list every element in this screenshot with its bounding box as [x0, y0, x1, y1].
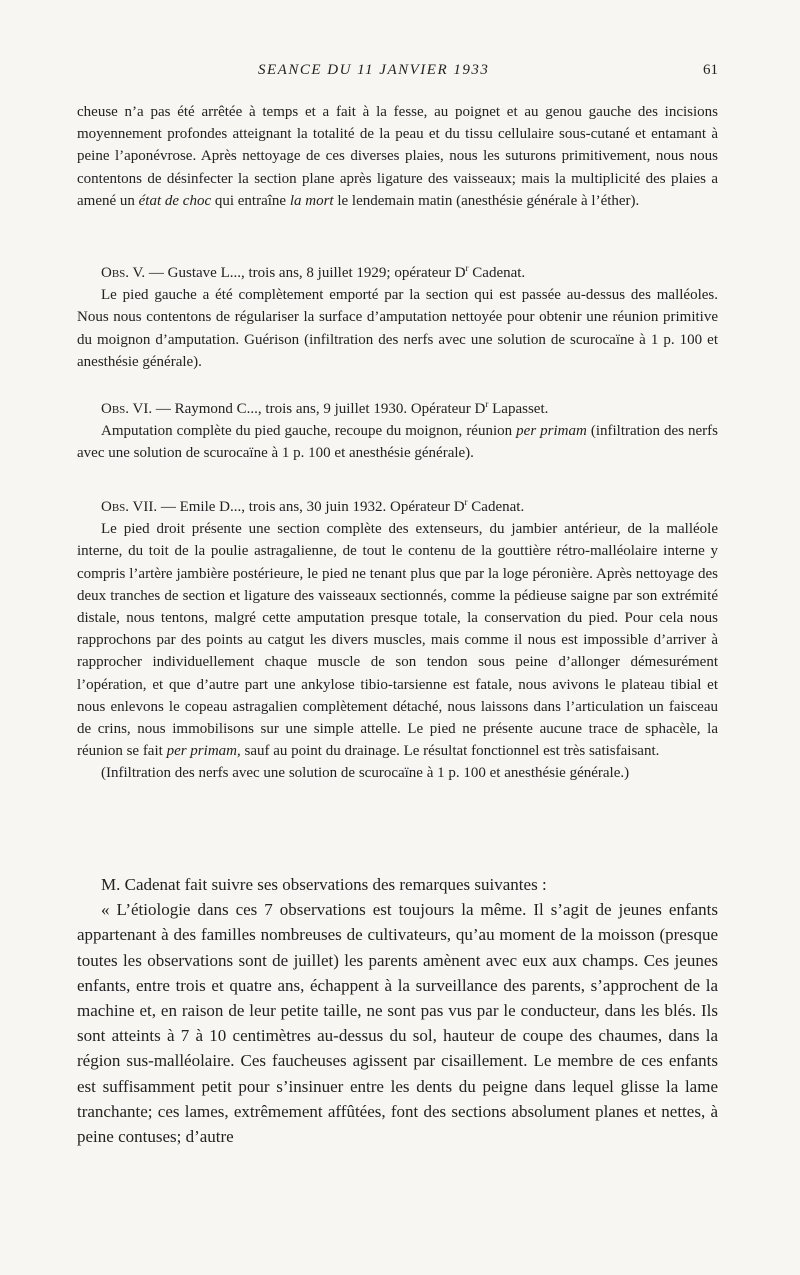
obs5-body: Le pied gauche a été complètement emporté par la section qui est passée au-dessus des malléoles. Nous nous contentons de régulariser la surface d’amputation nettoyée pour obtenir une réunion primitive du moignon d’amputation. Guérison (infiltration des nerfs avec une solution de scurocaïne à 1 p. 100 et anesthésie générale). — [77, 287, 718, 370]
remarks-intro: M. Cadenat fait suivre ses observations des remarques suivantes : — [101, 875, 547, 894]
observation-7 — [77, 496, 718, 785]
obs6-heading-a: — Raymond C..., trois ans, 9 juillet 1930. Opérateur D — [152, 401, 486, 417]
para1-emphasis-1: état de choc — [138, 192, 212, 209]
obs5-heading-a: — Gustave L..., trois ans, 8 juillet 1929; opérateur D — [145, 265, 466, 281]
obs7-sup: r — [464, 497, 468, 507]
page-number: 61 — [703, 62, 718, 78]
running-title: SEANCE DU 11 JANVIER 1933 — [258, 62, 490, 78]
obs6-label: Obs. VI. — [101, 401, 153, 417]
obs6-sup: r — [485, 399, 489, 409]
obs5-label: Obs. V. — [101, 265, 146, 281]
obs7-emphasis: per primam — [166, 743, 237, 760]
obs7-body-a: Le pied droit présente une section complète des extenseurs, du jambier antérieur, de la malléole interne, du toit de la poulie astragalienne, de tout le contenu de la gouttière rétro-malléolaire interne y compris l’artère jambière postérieure, le pied ne tenant plus que par la loge péronière. Après nettoyage des deux tranches de section et ligature des vaisseaux sectionnés, comme la pédieuse saigne par son extrémité distale, nous tentons, malgré cette amputation presque totale, la conservation du pied. Pour cela nous rapprochons par des points au catgut les divers muscles, mais comme il nous est impossible d’arriver à rapprocher individuellement chaque muscle de son tendon sous peine d’allonger démesurément l’opération, et que d’autre part une ankylose tibio-tarsienne est fatale, nous avivons le plateau tibial et nous enlevons le copeau astragalien complètement détaché, nous laissons dans l’articulation un faisceau de crins, nous immobilisons sur une simple attelle. Le pied ne présente aucune trace de sphacèle, la réunion se fait — [77, 521, 718, 760]
obs7-heading-a: — Emile D..., trois ans, 30 juin 1932. Opérateur D — [157, 499, 465, 515]
running-header — [78, 62, 718, 84]
para1-text-c: le lendemain matin (anesthésie générale à l’éther). — [333, 192, 640, 209]
para1-text-b: qui entraîne — [211, 192, 290, 209]
obs6-body-b: (infiltration des nerfs avec une solution de scurocaïne à 1 p. 100 et anesthésie générale). — [77, 423, 719, 462]
obs6-heading-b: Lapasset. — [488, 401, 549, 417]
observation-5 — [77, 262, 718, 373]
observation-6 — [77, 398, 718, 465]
paragraph-continuation — [77, 101, 718, 212]
remarks-section — [77, 872, 718, 1149]
obs7-footnote: (Infiltration des nerfs avec une solution de scurocaïne à 1 p. 100 et anesthésie générale.) — [101, 765, 630, 782]
remarks-quote: « L’étiologie dans ces 7 observations est toujours la même. Il s’agit de jeunes enfants appartenant à des familles nombreuses de cultivateurs, qu’au moment de la moisson (presque toutes les observations sont de juillet) les parents amènent avec eux aux champs. Ces jeunes enfants, entre trois et quatre ans, échappent à la surveillance des parents, s’approchent de la machine et, en raison de leur petite taille, ne sont pas vus par le conducteur, dans les blés. Ils sont atteints à 7 à 10 centimètres au-dessus du sol, hauteur de coupe des chaumes, dans la région sus-malléolaire. Ces faucheuses agissent par cisaillement. Le membre de ces enfants est suffisamment petit pour s’insinuer entre les dents du peigne dans lequel glisse la lame tranchante; ces lames, extrêmement affûtées, font des sections absolument planes et nettes, à peine contuses; d’autre — [77, 900, 718, 1147]
para1-text-a: cheuse n’a pas été arrêtée à temps et a fait à la fesse, au poignet et au genou gauche des incisions moyennement profondes atteignant la totalité de la peau et du tissu cellulaire sous-cutané et entamant à peine l’aponévrose. Après nettoyage de ces diverses plaies, nous les suturons primitivement, nous nous contentons de désinfecter la section plane après ligature des vaisseaux; mais la multiplicité des plaies a amené un — [77, 104, 718, 209]
obs6-emphasis: per primam — [516, 423, 587, 440]
obs7-body-b: , sauf au point du drainage. Le résultat fonctionnel est très satisfaisant. — [236, 743, 660, 760]
obs6-body-a: Amputation complète du pied gauche, recoupe du moignon, réunion — [101, 423, 517, 440]
obs7-label: Obs. VII. — [101, 499, 158, 515]
obs5-sup: r — [465, 263, 469, 273]
obs5-heading-b: Cadenat. — [468, 265, 526, 281]
para1-emphasis-2: la mort — [289, 192, 334, 209]
obs7-heading-b: Cadenat. — [467, 499, 525, 515]
